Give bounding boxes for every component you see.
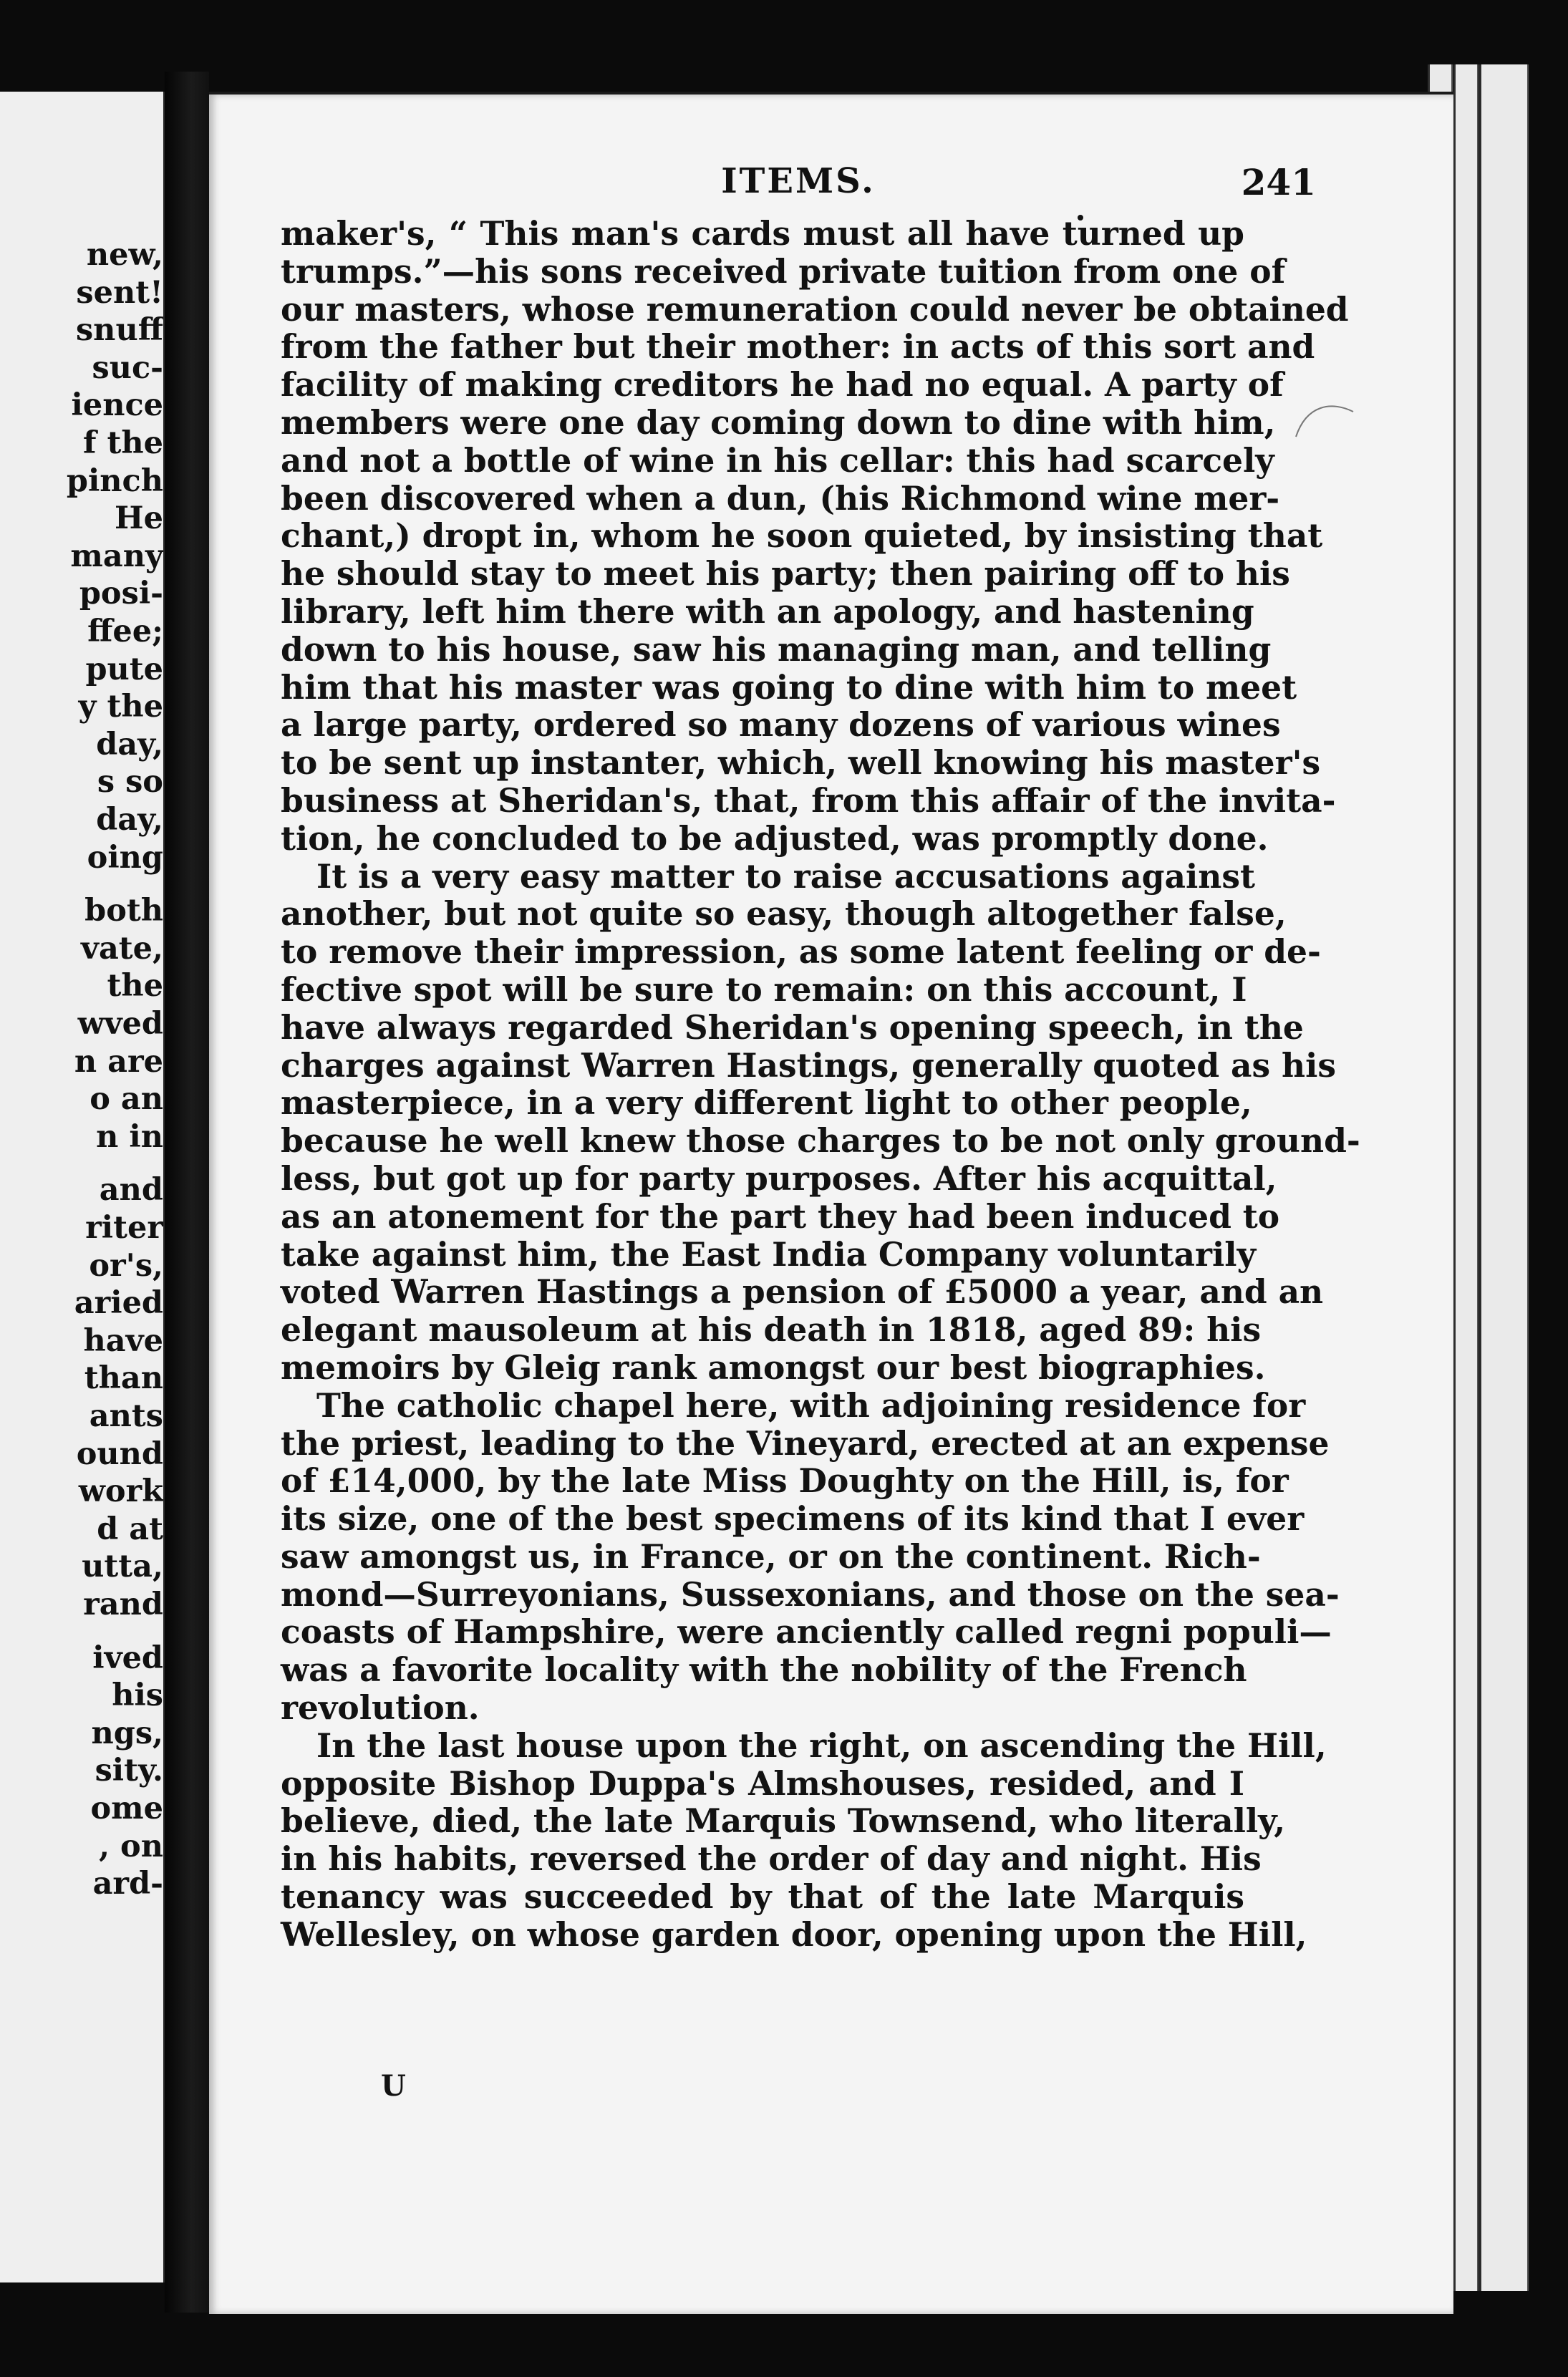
left-page-line: o an [89,1081,163,1118]
left-page-line: d at [97,1511,163,1547]
book-gutter [165,72,209,2313]
left-page-line: many [70,538,163,574]
text-line: library, left him there with an apology, and hastening [281,591,1254,631]
paragraph [281,1385,1340,1728]
left-page-line: ffee; [87,614,163,649]
text-line: facility of making creditors he had no equal. A party of [281,365,1284,405]
left-page-line: new, [86,237,163,273]
left-page-line: ngs, [91,1715,163,1751]
text-line: less, but got up for party purposes. After his acquittal, [281,1158,1277,1198]
left-page-line: day, [96,726,163,763]
text-line: voted Warren Hastings a pension of £5000 a year, and an [281,1272,1324,1312]
pencil-mark [1292,397,1357,440]
left-page-line: n are [74,1043,163,1080]
text-line: our masters, whose remuneration could never be obtained [281,289,1349,329]
text-line: and not a bottle of wine in his cellar: this had scarcely [281,440,1274,480]
text-line: coasts of Hampshire, were anciently called regni populi— [281,1612,1332,1652]
left-page-line: sity. [95,1753,163,1789]
left-page-line: ome [90,1791,163,1826]
left-page-line: the [107,968,163,1004]
text-line: another, but not quite so easy, though altogether false, [281,894,1287,934]
text-line: chant,) dropt in, whom he soon quieted, by insisting that [281,516,1323,556]
left-page-line: riter [85,1210,163,1246]
left-page-line: ound [76,1436,163,1472]
text-line: revolution. [281,1688,480,1728]
left-page-line: and [99,1172,163,1209]
text-line: business at Sheridan's, that, from this affair of the invita- [281,780,1336,820]
running-head-title: ITEMS. [721,161,876,201]
text-line: members were one day coming down to dine with him, [281,402,1276,442]
text-line: mond—Surreyonians, Sussexonians, and those on the sea- [281,1574,1340,1614]
text-line: tenancy was succeeded by that of the late Marquis [281,1877,1244,1917]
left-page-line: utta, [82,1549,163,1585]
left-page-line: vate, [80,930,163,967]
left-page-line: his [112,1678,163,1714]
text-line: maker's, “ This man's cards must all have turned up [281,214,1244,253]
paragraph [281,214,1349,858]
running-head [281,161,1316,211]
text-line: trumps.”—his sons received private tuition from one of [281,251,1286,291]
text-line: as an atonement for the part they had been induced to [281,1196,1280,1236]
left-page-line: He [115,500,163,537]
left-page-fragment [0,92,165,2282]
left-page-line: than [84,1360,163,1397]
signature-mark: U [381,2069,406,2103]
text-line: It is a very easy matter to raise accusations against [316,856,1255,896]
page-number: 241 [1241,161,1316,203]
left-page-line: ard- [92,1866,163,1902]
left-page-line: n in [96,1118,163,1155]
left-page-line: have [83,1322,163,1359]
left-page-line: snuff [75,312,163,349]
left-page-line: day, [96,802,163,838]
left-page-line: both [84,893,163,929]
text-line: The catholic chapel here, with adjoining residence for [316,1385,1306,1425]
left-page-line: oing [87,839,163,876]
left-page-line: pinch [66,463,163,499]
text-line: Wellesley, on whose garden door, opening upon the Hill, [281,1914,1307,1954]
left-page-line: suc- [92,349,163,386]
text-line: saw amongst us, in France, or on the continent. Rich- [281,1536,1261,1576]
text-line: he should stay to meet his party; then pairing off to his [281,554,1290,594]
text-line: opposite Bishop Duppa's Almshouses, resided, and I [281,1763,1244,1803]
left-page-line: pute [85,651,163,687]
text-line: have always regarded Sheridan's opening speech, in the [281,1007,1304,1047]
text-line: of £14,000, by the late Miss Doughty on the Hill, is, for [281,1461,1289,1501]
text-line: charges against Warren Hastings, generally quoted as his [281,1045,1336,1085]
left-page-line: wved [77,1006,163,1042]
text-line: from the father but their mother: in acts of this sort and [281,327,1315,367]
text-line: been discovered when a dun, (his Richmond wine mer- [281,478,1280,518]
text-line: because he well knew those charges to be not only ground- [281,1121,1360,1161]
text-line: the priest, leading to the Vineyard, erected at an expense [281,1423,1330,1463]
left-page-line: or's, [89,1247,163,1284]
page-edge [1479,64,1529,2291]
left-page-line: sent! [76,274,163,311]
text-line: fective spot will be sure to remain: on this account, I [281,969,1247,1009]
text-line: In the last house upon the right, on ascending the Hill, [316,1725,1327,1765]
text-line: a large party, ordered so many dozens of various wines [281,705,1281,745]
left-page-line: ived [92,1640,163,1676]
paragraph [281,1725,1327,1954]
text-line: to remove their impression, as some latent feeling or de- [281,932,1321,972]
text-line: believe, died, the late Marquis Townsend, who literally, [281,1801,1286,1841]
left-page-line: posi- [79,576,163,612]
left-page-line: , on [99,1828,163,1864]
text-line: down to his house, saw his managing man, and telling [281,629,1272,669]
text-line: tion, he concluded to be adjusted, was promptly done. [281,818,1269,858]
left-page-line: f the [83,425,163,461]
left-page-line: aried [74,1285,163,1322]
text-line: masterpiece, in a very different light to other people, [281,1083,1252,1123]
text-line: was a favorite locality with the nobility of the French [281,1650,1247,1690]
left-page-line: work [78,1473,163,1510]
left-page-line: y the [78,689,163,725]
left-page-line: rand [83,1587,163,1622]
left-page-line: ience [71,387,163,424]
text-line: elegant mausoleum at his death in 1818, aged 89: his [281,1310,1262,1350]
text-line: to be sent up instanter, which, well knowing his master's [281,743,1321,783]
paragraph [281,856,1360,1387]
text-line: its size, one of the best specimens of its kind that I ever [281,1499,1305,1539]
text-line: in his habits, reversed the order of day and night. His [281,1839,1262,1879]
left-page-line: ants [89,1398,163,1434]
body-text [281,214,1360,1954]
text-line: take against him, the East India Company voluntarily [281,1234,1257,1274]
text-line: him that his master was going to dine with him to meet [281,667,1297,707]
page-edge [1453,64,1479,2291]
text-line: memoirs by Gleig rank amongst our best biographies. [281,1347,1266,1387]
left-page-line: s so [97,764,163,800]
